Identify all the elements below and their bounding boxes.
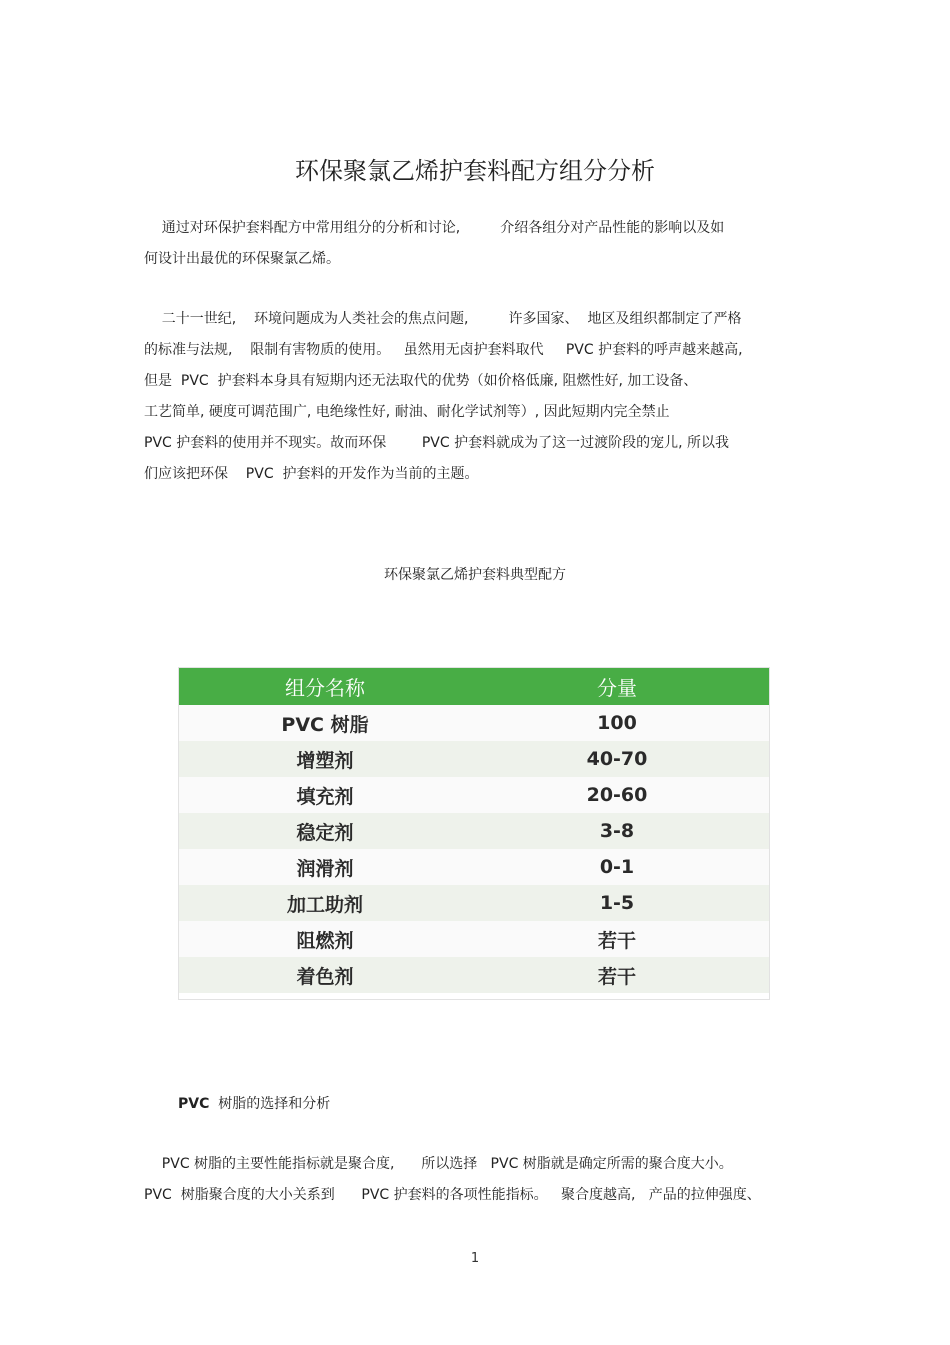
table-row xyxy=(179,849,769,885)
section-heading xyxy=(178,1093,330,1113)
section-heading-bold: PVC xyxy=(178,1096,210,1112)
component-name-cell: 着色剂 xyxy=(296,965,354,988)
text-line: PVC 护套料的使用并不现实。故而环保 PVC 护套料就成为了这一过渡阶段的宠儿, 所以我 xyxy=(144,435,729,451)
amount-cell: 100 xyxy=(597,712,637,734)
amount-cell: 3-8 xyxy=(599,820,635,842)
text-line: PVC 树脂的主要性能指标就是聚合度, 所以选择 PVC 树脂就是确定所需的聚合度大小。 xyxy=(144,1156,733,1172)
amount-cell: 若干 xyxy=(597,965,636,988)
table-row xyxy=(179,705,769,741)
table-row xyxy=(179,885,769,921)
resin-paragraph xyxy=(144,1149,794,1211)
text-line: 何设计出最优的环保聚氯乙烯。 xyxy=(144,251,340,267)
text-line: PVC 树脂聚合度的大小关系到 PVC 护套料的各项性能指标。 聚合度越高, 产品的拉伸强度、 xyxy=(144,1187,761,1203)
table-row xyxy=(179,957,769,993)
header-component-name: 组分名称 xyxy=(285,676,365,700)
amount-cell: 40-70 xyxy=(586,748,648,770)
table-row xyxy=(179,813,769,849)
section-heading-text: 树脂的选择和分析 xyxy=(209,1096,331,1112)
table-header-row xyxy=(179,668,769,705)
amount-cell: 20-60 xyxy=(586,784,648,806)
text-line: 但是 PVC 护套料本身具有短期内还无法取代的优势（如价格低廉, 阻燃性好, 加工设备、 xyxy=(144,373,698,389)
intro-paragraph xyxy=(144,213,794,275)
header-amount: 分量 xyxy=(597,676,637,700)
table-row xyxy=(179,777,769,813)
component-name-cell: 填充剂 xyxy=(296,785,354,808)
table-row xyxy=(179,741,769,777)
text-line: 的标准与法规, 限制有害物质的使用。 虽然用无卤护套料取代 PVC 护套料的呼声越来越高, xyxy=(144,342,743,358)
component-name-cell: PVC 树脂 xyxy=(281,713,369,736)
formula-table xyxy=(178,667,770,1000)
text-line: 工艺简单, 硬度可调范围广, 电绝缘性好, 耐油、耐化学试剂等）, 因此短期内完全禁止 xyxy=(144,404,670,420)
amount-cell: 1-5 xyxy=(599,892,635,914)
component-name-cell: 稳定剂 xyxy=(296,821,354,844)
amount-cell: 若干 xyxy=(597,929,636,952)
amount-cell: 0-1 xyxy=(599,856,635,878)
page-number: 1 xyxy=(470,1251,480,1266)
component-name-cell: 加工助剂 xyxy=(286,893,363,916)
component-name-cell: 阻燃剂 xyxy=(296,929,354,952)
text-line: 们应该把环保 PVC 护套料的开发作为当前的主题。 xyxy=(144,466,479,482)
text-line: 通过对环保护套料配方中常用组分的分析和讨论, 介绍各组分对产品性能的影响以及如 xyxy=(144,220,725,236)
document-title: 环保聚氯乙烯护套料配方组分分析 xyxy=(295,157,655,185)
component-name-cell: 增塑剂 xyxy=(296,749,354,772)
table-caption: 环保聚氯乙烯护套料典型配方 xyxy=(384,567,566,583)
table-row xyxy=(179,921,769,957)
background-paragraph xyxy=(144,304,794,490)
component-name-cell: 润滑剂 xyxy=(296,857,354,880)
text-line: 二十一世纪, 环境问题成为人类社会的焦点问题, 许多国家、 地区及组织都制定了严格 xyxy=(144,311,742,327)
